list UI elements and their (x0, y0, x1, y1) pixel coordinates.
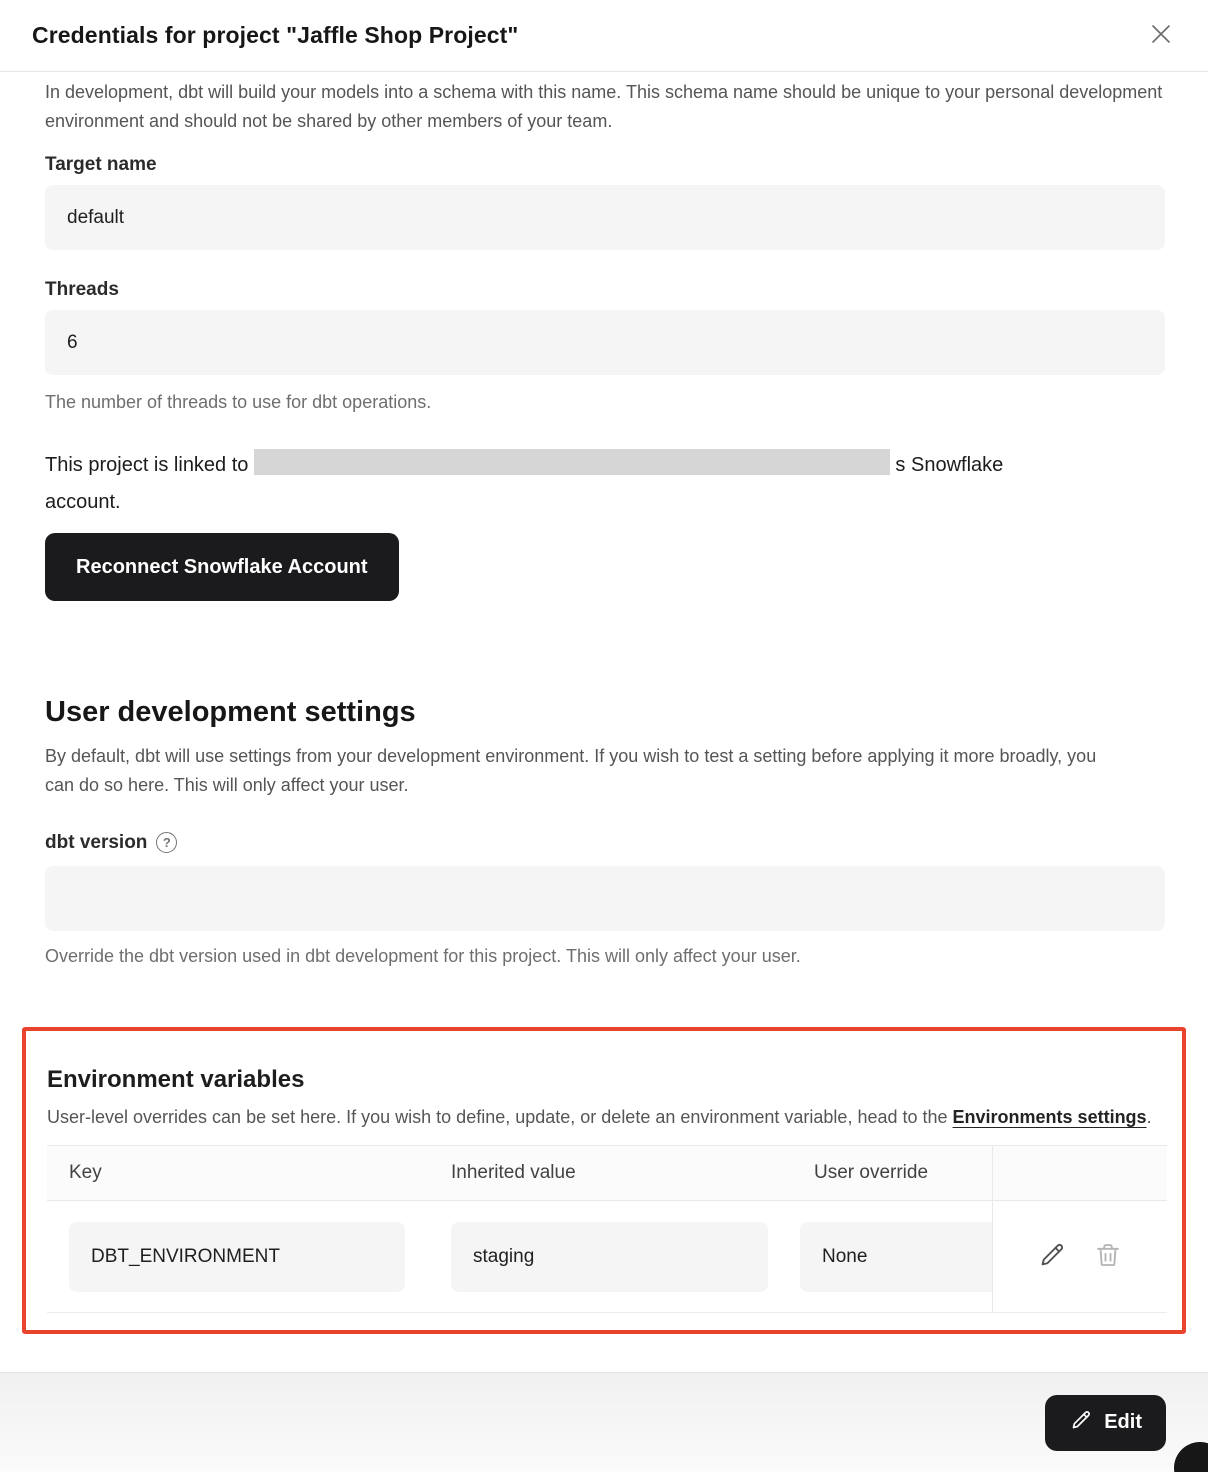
reconnect-snowflake-button[interactable]: Reconnect Snowflake Account (45, 533, 399, 601)
pencil-icon (1037, 1240, 1067, 1273)
edit-env-var-button[interactable] (1037, 1240, 1067, 1273)
environments-settings-link[interactable]: Environments settings (952, 1107, 1147, 1127)
environment-variables-description (47, 1103, 1159, 1131)
env-desc-before-link: User-level overrides can be set here. If you wish to define, update, or delete an environment variable, head to the (47, 1107, 953, 1127)
modal-header (0, 0, 1208, 72)
linked-account-line (45, 447, 1165, 484)
modal-footer (0, 1372, 1208, 1472)
env-desc-after-link: . (1146, 1107, 1152, 1127)
modal-body (0, 78, 1208, 1334)
column-header-key: Key (47, 1145, 429, 1201)
edit-pencil-icon (1069, 1408, 1093, 1438)
threads-label: Threads (45, 279, 119, 300)
edit-button[interactable] (1045, 1395, 1166, 1451)
redacted-account-name (254, 449, 890, 475)
linked-text-before: This project is linked to (45, 454, 249, 476)
target-name-input[interactable]: default (45, 185, 1165, 250)
table-row-actions-cell (992, 1201, 1167, 1313)
environment-variables-heading: Environment variables (47, 1066, 305, 1093)
delete-env-var-button[interactable] (1093, 1240, 1123, 1273)
schema-description: In development, dbt will build your models into a schema with this name. This schema name should be unique to your personal development environment and should not be shared by other members of your team. (45, 82, 1163, 131)
threads-input[interactable]: 6 (45, 310, 1165, 375)
env-var-inherited-value: staging (451, 1222, 768, 1292)
dbt-version-helper: Override the dbt version used in dbt development for this project. This will only affect your user. (45, 946, 801, 966)
user-dev-settings-description: By default, dbt will use settings from your development environment. If you wish to test a setting before applying it more broadly, you can do so here. This will only affect your user. (45, 746, 1097, 795)
column-header-user-override: User override (792, 1145, 992, 1201)
threads-helper: The number of threads to use for dbt operations. (45, 392, 432, 412)
linked-text-mid: s Snowflake (895, 454, 1004, 476)
help-icon[interactable]: ? (156, 832, 177, 853)
edit-button-label: Edit (1104, 1411, 1142, 1433)
close-button[interactable] (1144, 19, 1178, 53)
table-row-override-cell (792, 1201, 992, 1313)
env-var-user-override-value: None (800, 1222, 992, 1292)
column-header-inherited-value: Inherited value (429, 1145, 792, 1201)
dbt-version-label: dbt version (45, 832, 148, 853)
trash-icon (1093, 1240, 1123, 1273)
environment-variables-highlight-box (22, 1027, 1186, 1334)
modal-title: Credentials for project "Jaffle Shop Project" (32, 22, 519, 48)
table-row-inherited-cell (429, 1201, 792, 1313)
linked-account-line-2: account. (45, 491, 121, 513)
user-dev-settings-heading: User development settings (45, 696, 416, 728)
env-var-key-value: DBT_ENVIRONMENT (69, 1222, 405, 1292)
environment-variables-table (47, 1145, 1165, 1313)
target-name-label: Target name (45, 154, 157, 175)
dbt-version-label-row (45, 831, 1165, 854)
close-icon (1149, 22, 1173, 49)
column-header-actions (992, 1145, 1167, 1201)
dbt-version-input[interactable] (45, 866, 1165, 931)
table-row-key-cell (47, 1201, 429, 1313)
